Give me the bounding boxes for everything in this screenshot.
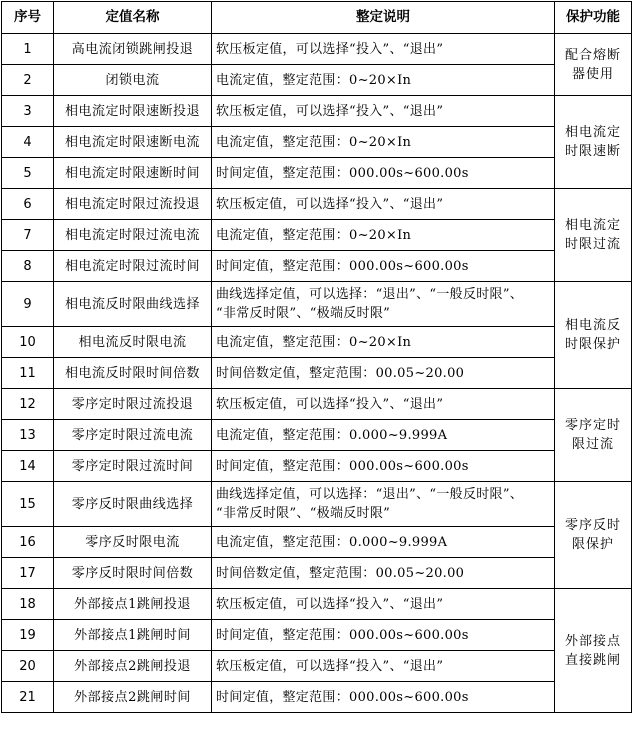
row-index: 15 [2,482,54,527]
setting-name: 相电流定时限过流时间 [54,251,212,282]
row-index: 4 [2,127,54,158]
description-line2: “非常反时限”、“极端反时限” [216,306,391,321]
settings-table [1,1,632,713]
setting-description: 时间倍数定值，整定范围：00.05~20.00 [212,358,555,389]
group-label-line2: 限保护 [571,537,614,552]
protection-function-group [555,96,632,189]
row-index: 11 [2,358,54,389]
group-label-line1: 零序定时 [564,418,621,433]
table-row [2,682,632,713]
setting-name: 零序定时限过流投退 [54,389,212,420]
row-index: 7 [2,220,54,251]
protection-function-group [555,189,632,282]
setting-description: 电流定值，整定范围：0.000~9.999A [212,527,555,558]
table-row [2,651,632,682]
header-protection-function: 保护功能 [555,2,632,34]
group-label-line1: 相电流定 [564,125,621,140]
row-index: 18 [2,589,54,620]
table-row [2,420,632,451]
setting-name: 相电流定时限速断投退 [54,96,212,127]
group-label-line1: 相电流定 [564,218,621,233]
setting-name: 相电流定时限速断时间 [54,158,212,189]
setting-description: 时间倍数定值，整定范围：00.05~20.00 [212,558,555,589]
row-index: 6 [2,189,54,220]
table-row [2,389,632,420]
setting-description: 软压板定值，可以选择“投入”、“退出” [212,389,555,420]
table-row [2,65,632,96]
setting-name: 相电流反时限时间倍数 [54,358,212,389]
row-index: 2 [2,65,54,96]
table-row [2,220,632,251]
group-label-line2: 时限过流 [564,237,621,252]
group-label-line2: 时限速断 [564,144,621,159]
description-line2: “非常反时限”、“极端反时限” [216,506,391,521]
row-index: 21 [2,682,54,713]
header-setting-description: 整定说明 [212,2,555,34]
protection-function-group [555,34,632,96]
setting-description: 电流定值，整定范围：0~20×In [212,327,555,358]
setting-name: 相电流定时限速断电流 [54,127,212,158]
setting-name: 相电流反时限曲线选择 [54,282,212,327]
protection-function-group [555,282,632,389]
table-row [2,589,632,620]
table-row [2,251,632,282]
setting-description [212,282,555,327]
table-row [2,620,632,651]
row-index: 13 [2,420,54,451]
table-row [2,482,632,527]
setting-description: 时间定值，整定范围：000.00s~600.00s [212,158,555,189]
row-index: 19 [2,620,54,651]
group-label-line2: 器使用 [571,66,614,82]
setting-description: 电流定值，整定范围：0~20×In [212,220,555,251]
setting-description: 时间定值，整定范围：000.00s~600.00s [212,682,555,713]
setting-description: 电流定值，整定范围：0~20×In [212,65,555,96]
setting-name: 外部接点1跳闸时间 [54,620,212,651]
description-line1: 曲线选择定值，可以选择：“退出”、“一般反时限”、 [216,287,524,302]
setting-description: 时间定值，整定范围：000.00s~600.00s [212,620,555,651]
table-row [2,127,632,158]
table-row [2,158,632,189]
row-index: 10 [2,327,54,358]
setting-description: 软压板定值，可以选择“投入”、“退出” [212,651,555,682]
setting-description: 软压板定值，可以选择“投入”、“退出” [212,34,555,65]
setting-name: 闭锁电流 [54,65,212,96]
header-row [2,2,632,34]
setting-description: 电流定值，整定范围：0~20×In [212,127,555,158]
row-index: 20 [2,651,54,682]
row-index: 8 [2,251,54,282]
setting-name: 相电流反时限电流 [54,327,212,358]
row-index: 3 [2,96,54,127]
group-label-line1: 外部接点 [564,633,621,649]
table-row [2,34,632,65]
setting-description: 软压板定值，可以选择“投入”、“退出” [212,189,555,220]
header-index: 序号 [2,2,54,34]
table-row [2,527,632,558]
table-row [2,189,632,220]
row-index: 16 [2,527,54,558]
group-label-line1: 相电流反 [564,318,621,333]
row-index: 14 [2,451,54,482]
setting-name: 外部接点2跳闸投退 [54,651,212,682]
row-index: 5 [2,158,54,189]
setting-description: 时间定值，整定范围：000.00s~600.00s [212,451,555,482]
protection-function-group [555,589,632,713]
setting-name: 零序反时限曲线选择 [54,482,212,527]
setting-description: 软压板定值，可以选择“投入”、“退出” [212,589,555,620]
setting-name: 零序定时限过流时间 [54,451,212,482]
table-row [2,358,632,389]
group-label-line2: 时限保护 [564,337,621,352]
setting-name: 零序反时限时间倍数 [54,558,212,589]
row-index: 1 [2,34,54,65]
table-row [2,558,632,589]
setting-name: 高电流闭锁跳闸投退 [54,34,212,65]
setting-description: 电流定值，整定范围：0.000~9.999A [212,420,555,451]
setting-name: 外部接点2跳闸时间 [54,682,212,713]
group-label-line2: 限过流 [571,437,614,452]
setting-name: 外部接点1跳闸投退 [54,589,212,620]
setting-name: 零序定时限过流电流 [54,420,212,451]
row-index: 17 [2,558,54,589]
protection-function-group [555,389,632,482]
row-index: 12 [2,389,54,420]
group-label-line1: 配合熔断 [564,47,621,63]
group-label-line2: 直接跳闸 [564,652,621,668]
setting-description [212,482,555,527]
table-row [2,451,632,482]
setting-name: 零序反时限电流 [54,527,212,558]
row-index: 9 [2,282,54,327]
table-row [2,327,632,358]
setting-description: 时间定值，整定范围：000.00s~600.00s [212,251,555,282]
table-row [2,96,632,127]
setting-name: 相电流定时限过流投退 [54,189,212,220]
header-setting-name: 定值名称 [54,2,212,34]
group-label-line1: 零序反时 [564,518,621,533]
table-row [2,282,632,327]
setting-description: 软压板定值，可以选择“投入”、“退出” [212,96,555,127]
protection-function-group [555,482,632,589]
description-line1: 曲线选择定值，可以选择：“退出”、“一般反时限”、 [216,487,524,502]
setting-name: 相电流定时限过流电流 [54,220,212,251]
